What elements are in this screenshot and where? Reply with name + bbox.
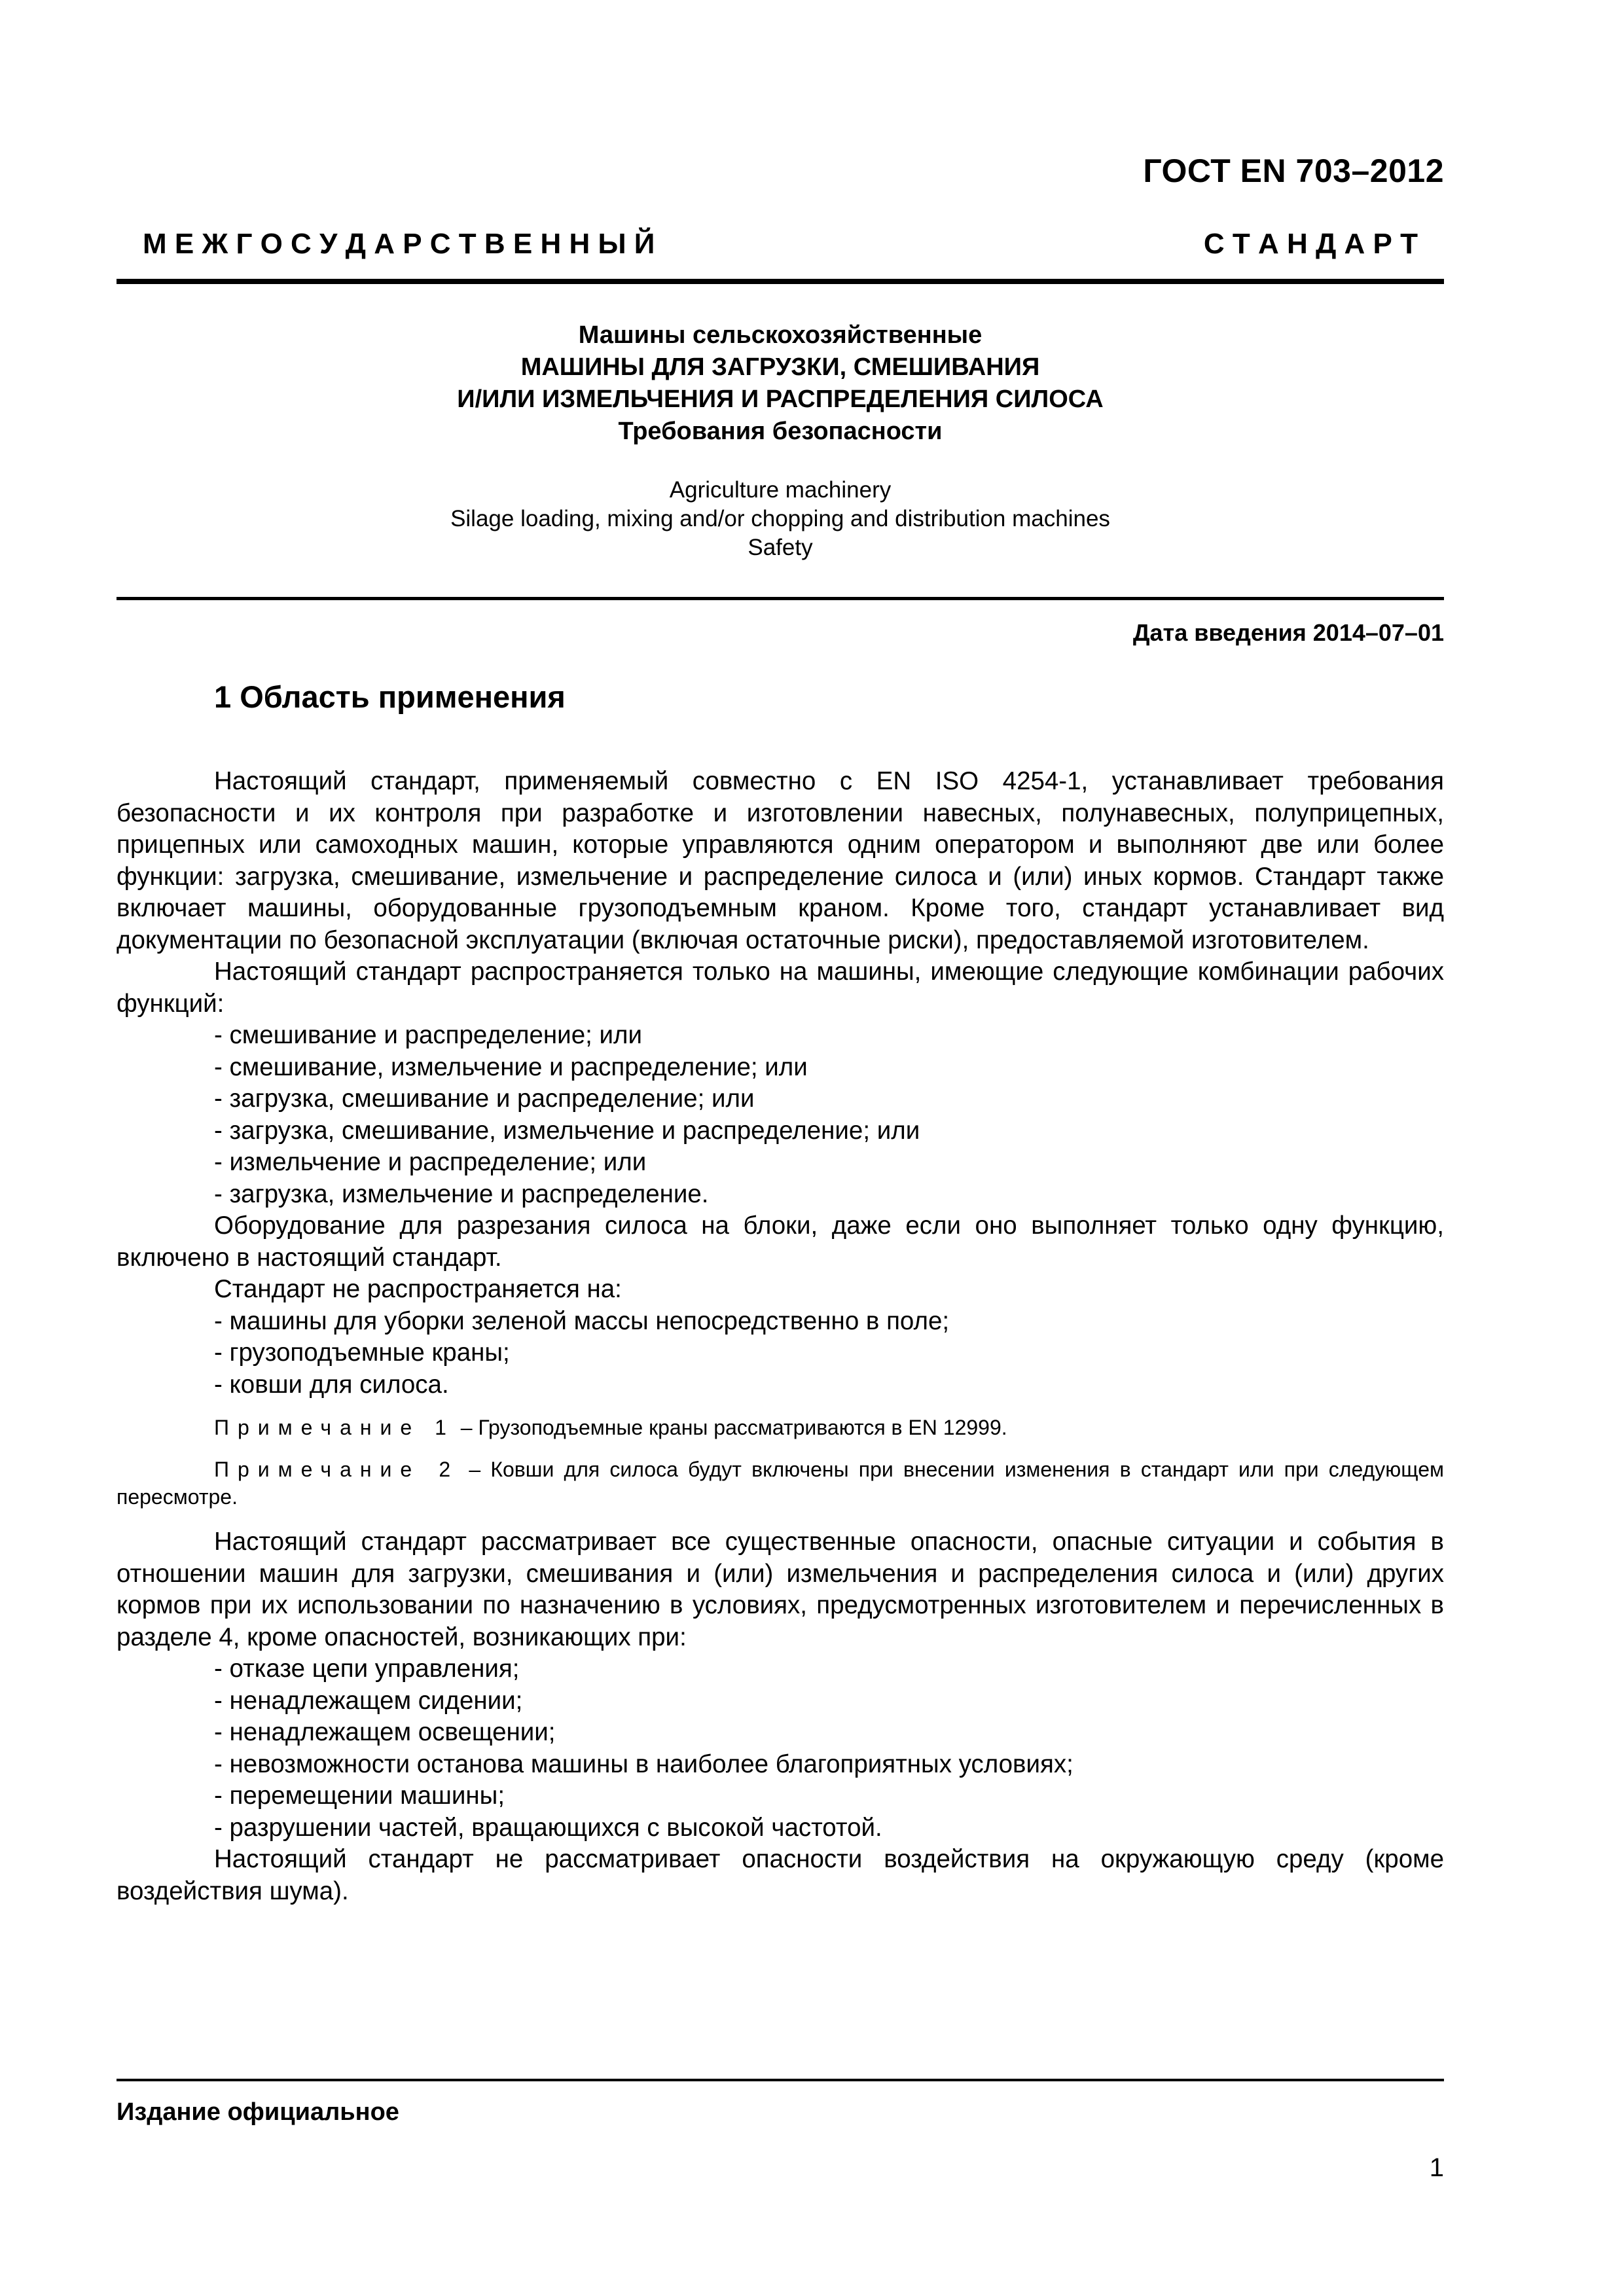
title-line: МАШИНЫ ДЛЯ ЗАГРУЗКИ, СМЕШИВАНИЯ xyxy=(520,353,1040,381)
english-title-line: Safety xyxy=(748,535,813,560)
paragraph: Оборудование для разрезания силоса на блоки, даже если оно выполняет только одну функцию, включено в настоящий стандарт. xyxy=(117,1211,1444,1272)
list-item: - загрузка, смешивание и распределение; или xyxy=(214,1085,755,1113)
list-item: - перемещении машины; xyxy=(214,1782,505,1810)
list-item: - загрузка, измельчение и распределение. xyxy=(214,1179,709,1208)
document-page xyxy=(117,0,1444,2296)
header-rule xyxy=(117,279,1444,284)
title-line: Требования безопасности xyxy=(618,418,943,445)
list-item: - разрушении частей, вращающихся с высокой частотой. xyxy=(214,1813,882,1842)
note-text: – Грузоподъемные краны рассматриваются в EN 12999. xyxy=(454,1416,1007,1439)
paragraph: Настоящий стандарт не рассматривает опасности воздействия на окружающую среду (кроме воздействия шума). xyxy=(117,1845,1444,1905)
paragraph: Настоящий стандарт, применяемый совместно с EN ISO 4254-1, устанавливает требования безопасности и их контроля при разработке и изготовлении навесных, полунавесных, полуприцепных, прицепных или самоходных машин, которые управляются одним оператором и выполняют две или более функции: загрузка, смешивание, измельчение и распределение силоса и (или) иных кормов. Стандарт также включает машины, оборудованные грузоподъемным краном. Кроме того, стандарт устанавливает вид документации по безопасной эксплуатации (включая остаточные риски), предоставляемой изготовителем. xyxy=(117,767,1444,954)
note-1 xyxy=(117,1414,1444,1441)
section-body xyxy=(117,766,1444,1907)
title-rule xyxy=(117,597,1444,600)
list-item: - машины для уборки зеленой массы непосредственно в поле; xyxy=(214,1306,950,1335)
paragraph: Настоящий стандарт распространяется только на машины, имеющие следующие комбинации рабочих функций: xyxy=(117,958,1444,1018)
list-item: - ненадлежащем сидении; xyxy=(214,1686,523,1715)
paragraph: Настоящий стандарт рассматривает все существенные опасности, опасные ситуации и события в отношении машин для загрузки, смешивания и (или) измельчения и распределения силоса и (или) других кормов при их использовании по назначению в условиях, предусмотренных изготовителем и перечисленных в разделе 4, кроме опасностей, возникающих при: xyxy=(117,1528,1444,1651)
edition-label: Издание официальное xyxy=(117,2098,399,2126)
note-label: Примечание 2 xyxy=(214,1458,460,1481)
english-title-line: Agriculture machinery xyxy=(669,477,892,503)
footer-rule xyxy=(117,2079,1444,2081)
list-item: - смешивание и распределение; или xyxy=(214,1021,642,1049)
list-item: - отказе цепи управления; xyxy=(214,1655,520,1683)
gost-code: ГОСТ EN 703–2012 xyxy=(1143,152,1444,189)
note-label: Примечание 1 xyxy=(214,1416,455,1439)
list-item: - грузоподъемные краны; xyxy=(214,1338,510,1367)
list-item: - загрузка, смешивание, измельчение и распределение; или xyxy=(214,1116,920,1145)
interstate-standard-banner xyxy=(143,228,1418,260)
paragraph: Стандарт не распространяется на: xyxy=(214,1275,622,1303)
list-item: - ковши для силоса. xyxy=(214,1370,449,1399)
list-item: - измельчение и распределение; или xyxy=(214,1148,647,1176)
list-item: - ненадлежащем освещении; xyxy=(214,1718,556,1746)
list-item: - невозможности останова машины в наиболее благоприятных условиях; xyxy=(214,1749,1074,1778)
english-title xyxy=(117,476,1444,562)
section-heading: 1 Область применения xyxy=(214,679,566,714)
title-line: Машины сельскохозяйственные xyxy=(578,321,983,349)
intro-date: Дата введения 2014–07–01 xyxy=(1132,619,1444,646)
interstate-word: М Е Ж Г О С У Д А Р С Т В Е Н Н Ы Й xyxy=(143,228,655,260)
list-item: - смешивание, измельчение и распределение; или xyxy=(214,1052,808,1081)
page-number: 1 xyxy=(1429,2153,1444,2182)
title-line: И/ИЛИ ИЗМЕЛЬЧЕНИЯ И РАСПРЕДЕЛЕНИЯ СИЛОСА xyxy=(457,386,1104,413)
russian-title xyxy=(117,319,1444,448)
note-2 xyxy=(117,1456,1444,1511)
note-text: – Ковши для силоса будут включены при внесении изменения в стандарт или при следующем пересмотре. xyxy=(117,1458,1445,1509)
english-title-line: Silage loading, mixing and/or chopping and distribution machines xyxy=(450,506,1110,531)
standard-word: С Т А Н Д А Р Т xyxy=(1203,228,1418,260)
